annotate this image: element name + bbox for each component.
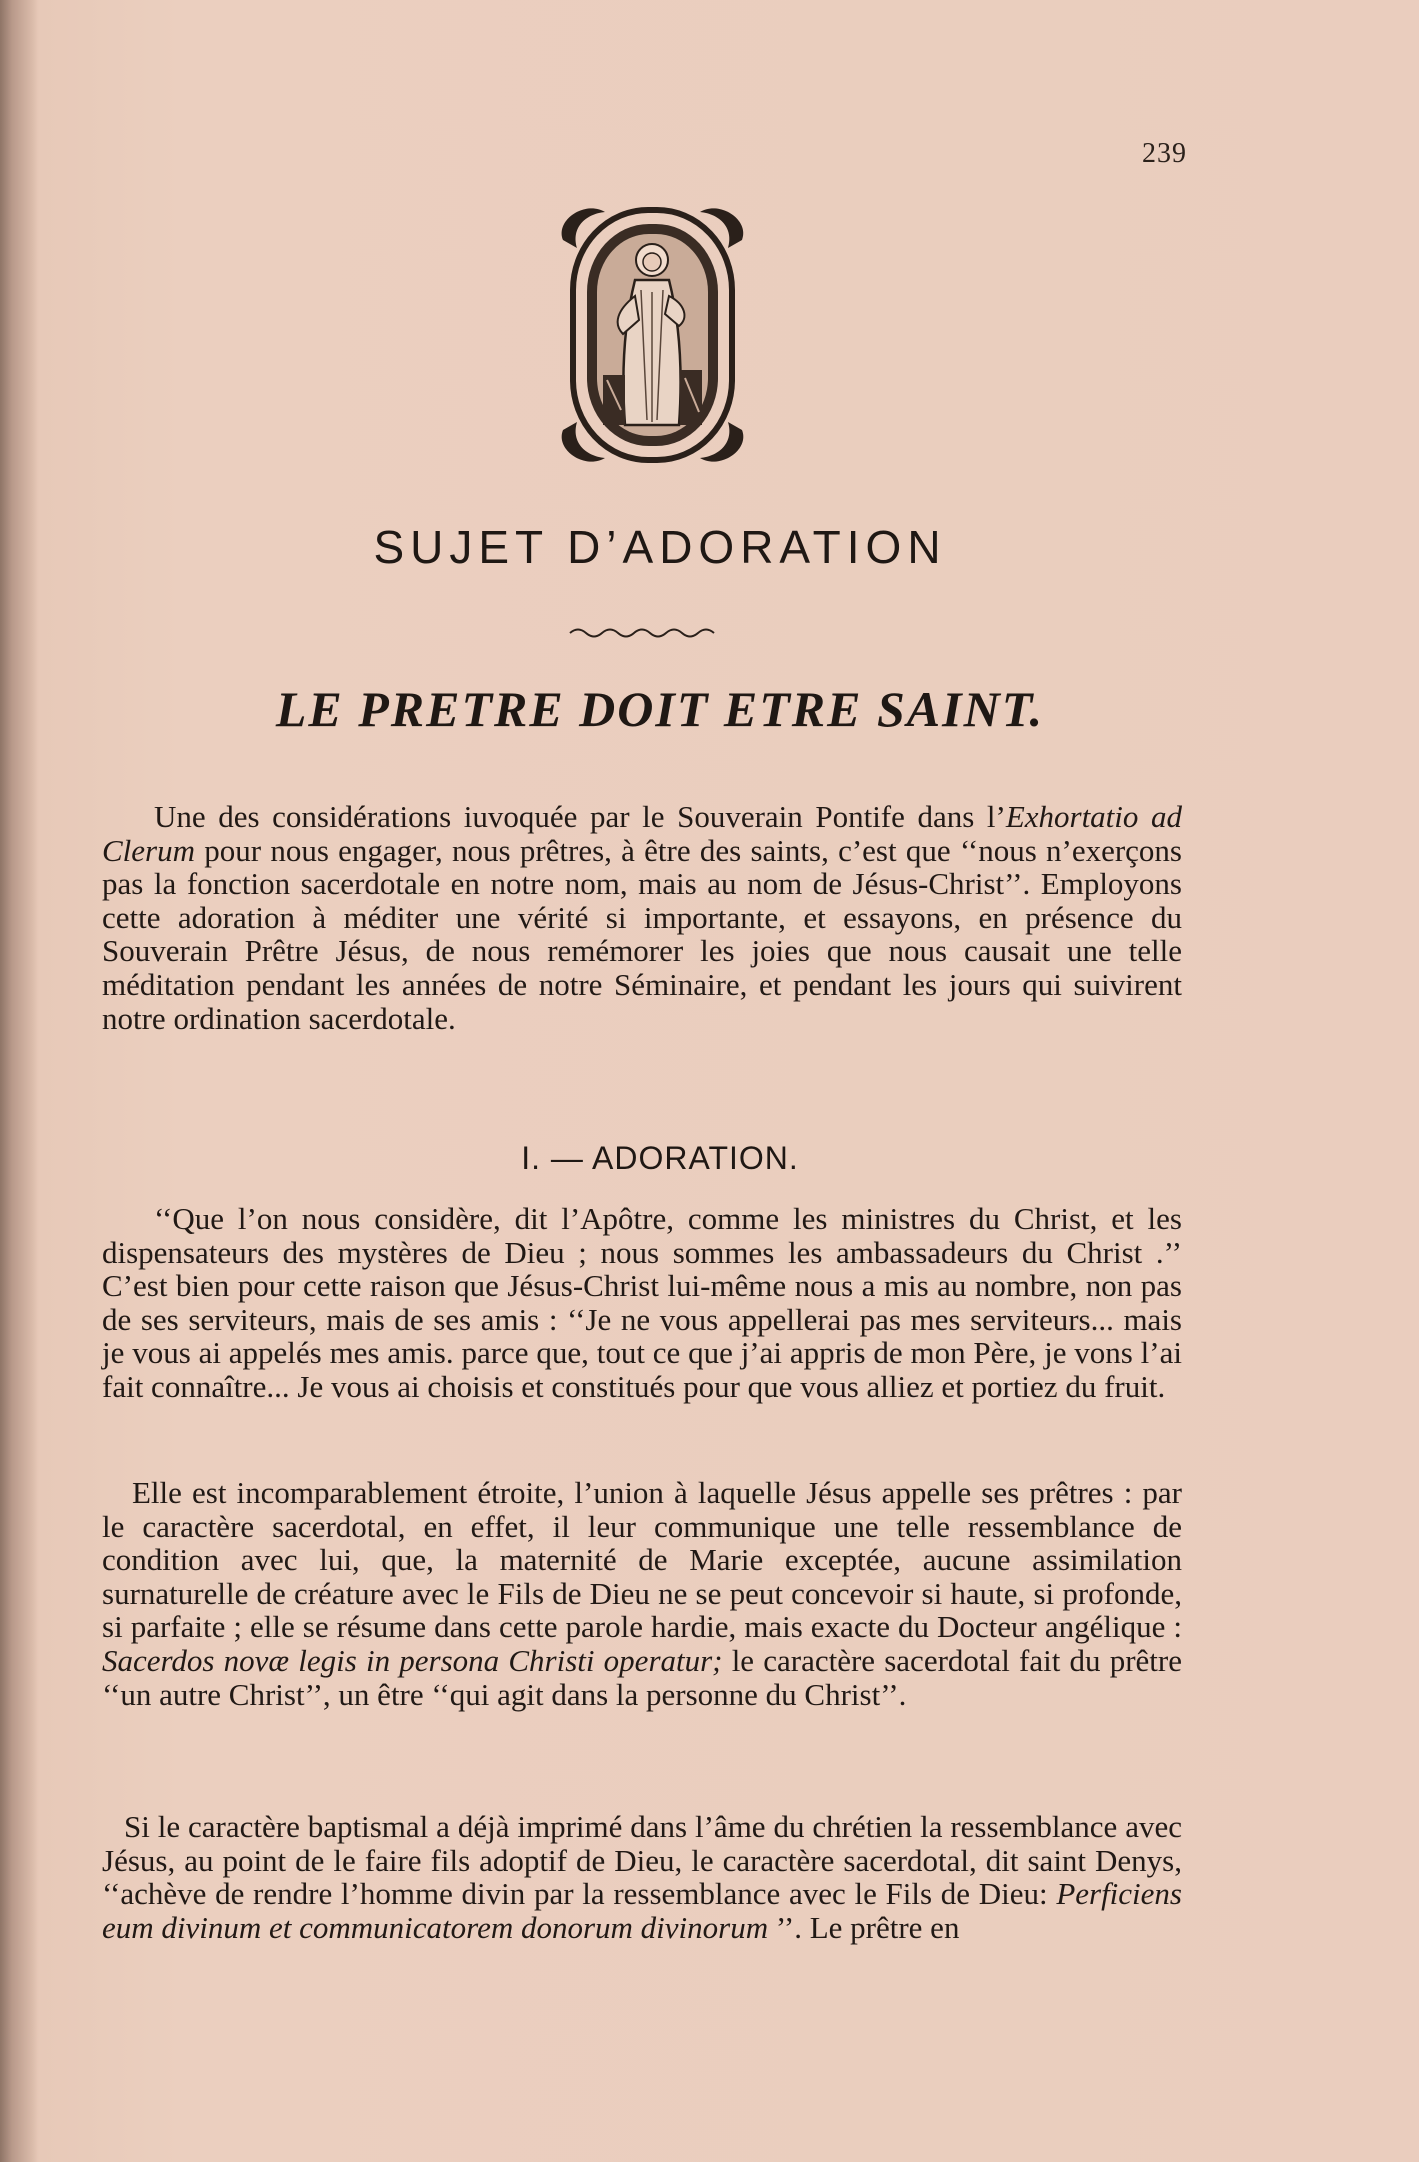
section-subheading: I. — ADORATION.: [521, 1140, 799, 1176]
intro-text-1: Une des considérations iuvoquée par le Souverain Pontife dans l’: [154, 799, 1006, 834]
intro-paragraph: [102, 800, 1182, 1035]
section-title: SUJET D’ADORATION: [373, 521, 947, 573]
adoration-paragraph-3: [102, 1810, 1182, 1944]
paragraph-text-2: ’’. Le prêtre en: [768, 1909, 960, 1945]
intro-italic-title: Exhortatio ad Clerum: [102, 799, 1182, 868]
latin-quote: Perficiens eum divinum et communicatorem donorum divinorum: [102, 1876, 1182, 1945]
chapter-title: LE PRETRE DOIT ETRE SAINT.: [275, 681, 1045, 737]
adoration-paragraph-2: [102, 1476, 1182, 1711]
intro-text-2: pour nous engager, nous prêtres, à être des saints, c’est que ‘‘nous n’exerçons pas la fonction sacerdotale en notre nom, mais au nom de Jésus-Christ’’. Employons cette adoration à méditer une vérité si importante, et essayons, en présence du Souverain Prêtre Jésus, de nous remémorer les joies que nous causait une telle méditation pendant les années de notre Séminaire, et pendant les jours qui suivirent notre ordination sacerdotale.: [102, 832, 1182, 1036]
paragraph-text-1: Elle est incomparablement étroite, l’union à laquelle Jésus appelle ses prêtres : par le caractère sacerdotal, en effet, il leur communique une telle ressemblance de condition avec lui, que, la maternité de Marie exceptée, aucune assimilation surnaturelle de créature avec le Fils de Dieu ne se peut concevoir si haute, si profonde, si parfaite ; elle se résume dans cette parole hardie, mais exacte du Docteur angélique :: [102, 1475, 1182, 1645]
paragraph-text-2: le caractère sacerdotal fait du prêtre ‘‘un autre Christ’’, un être ‘‘qui agit dans la personne du Christ’’.: [102, 1642, 1182, 1712]
wavy-divider: [568, 624, 720, 640]
page-number: 239: [1142, 138, 1187, 169]
paragraph-text-1: Si le caractère baptismal a déjà imprimé dans l’âme du chrétien la ressemblance avec Jésus, au point de le faire fils adoptif de Dieu, le caractère sacerdotal, dit saint Denys, ‘‘achève de rendre l’homme divin par la ressemblance avec le Fils de Dieu:: [102, 1809, 1182, 1912]
saint-medallion-illustration: [555, 200, 750, 470]
book-spine-shadow: [0, 0, 38, 2162]
adoration-paragraph-1: ‘‘Que l’on nous considère, dit l’Apôtre, comme les ministres du Christ, et les dispensateurs des mystères de Dieu ; nous sommes les ambassadeurs du Christ .’’ C’est bien pour cette raison que Jésus-Christ lui-même nous a mis au nombre, non pas de ses serviteurs, mais de ses amis : ‘‘Je ne vous appellerai pas mes serviteurs... mais je vous ai appelés mes amis. parce que, tout ce que j’ai appris de mon Père, je vons l’ai fait connaître... Je vous ai choisis et constitués pour que vous alliez et portiez du fruit.: [102, 1201, 1182, 1404]
latin-quote: Sacerdos novæ legis in persona Christi operatur;: [102, 1642, 723, 1678]
